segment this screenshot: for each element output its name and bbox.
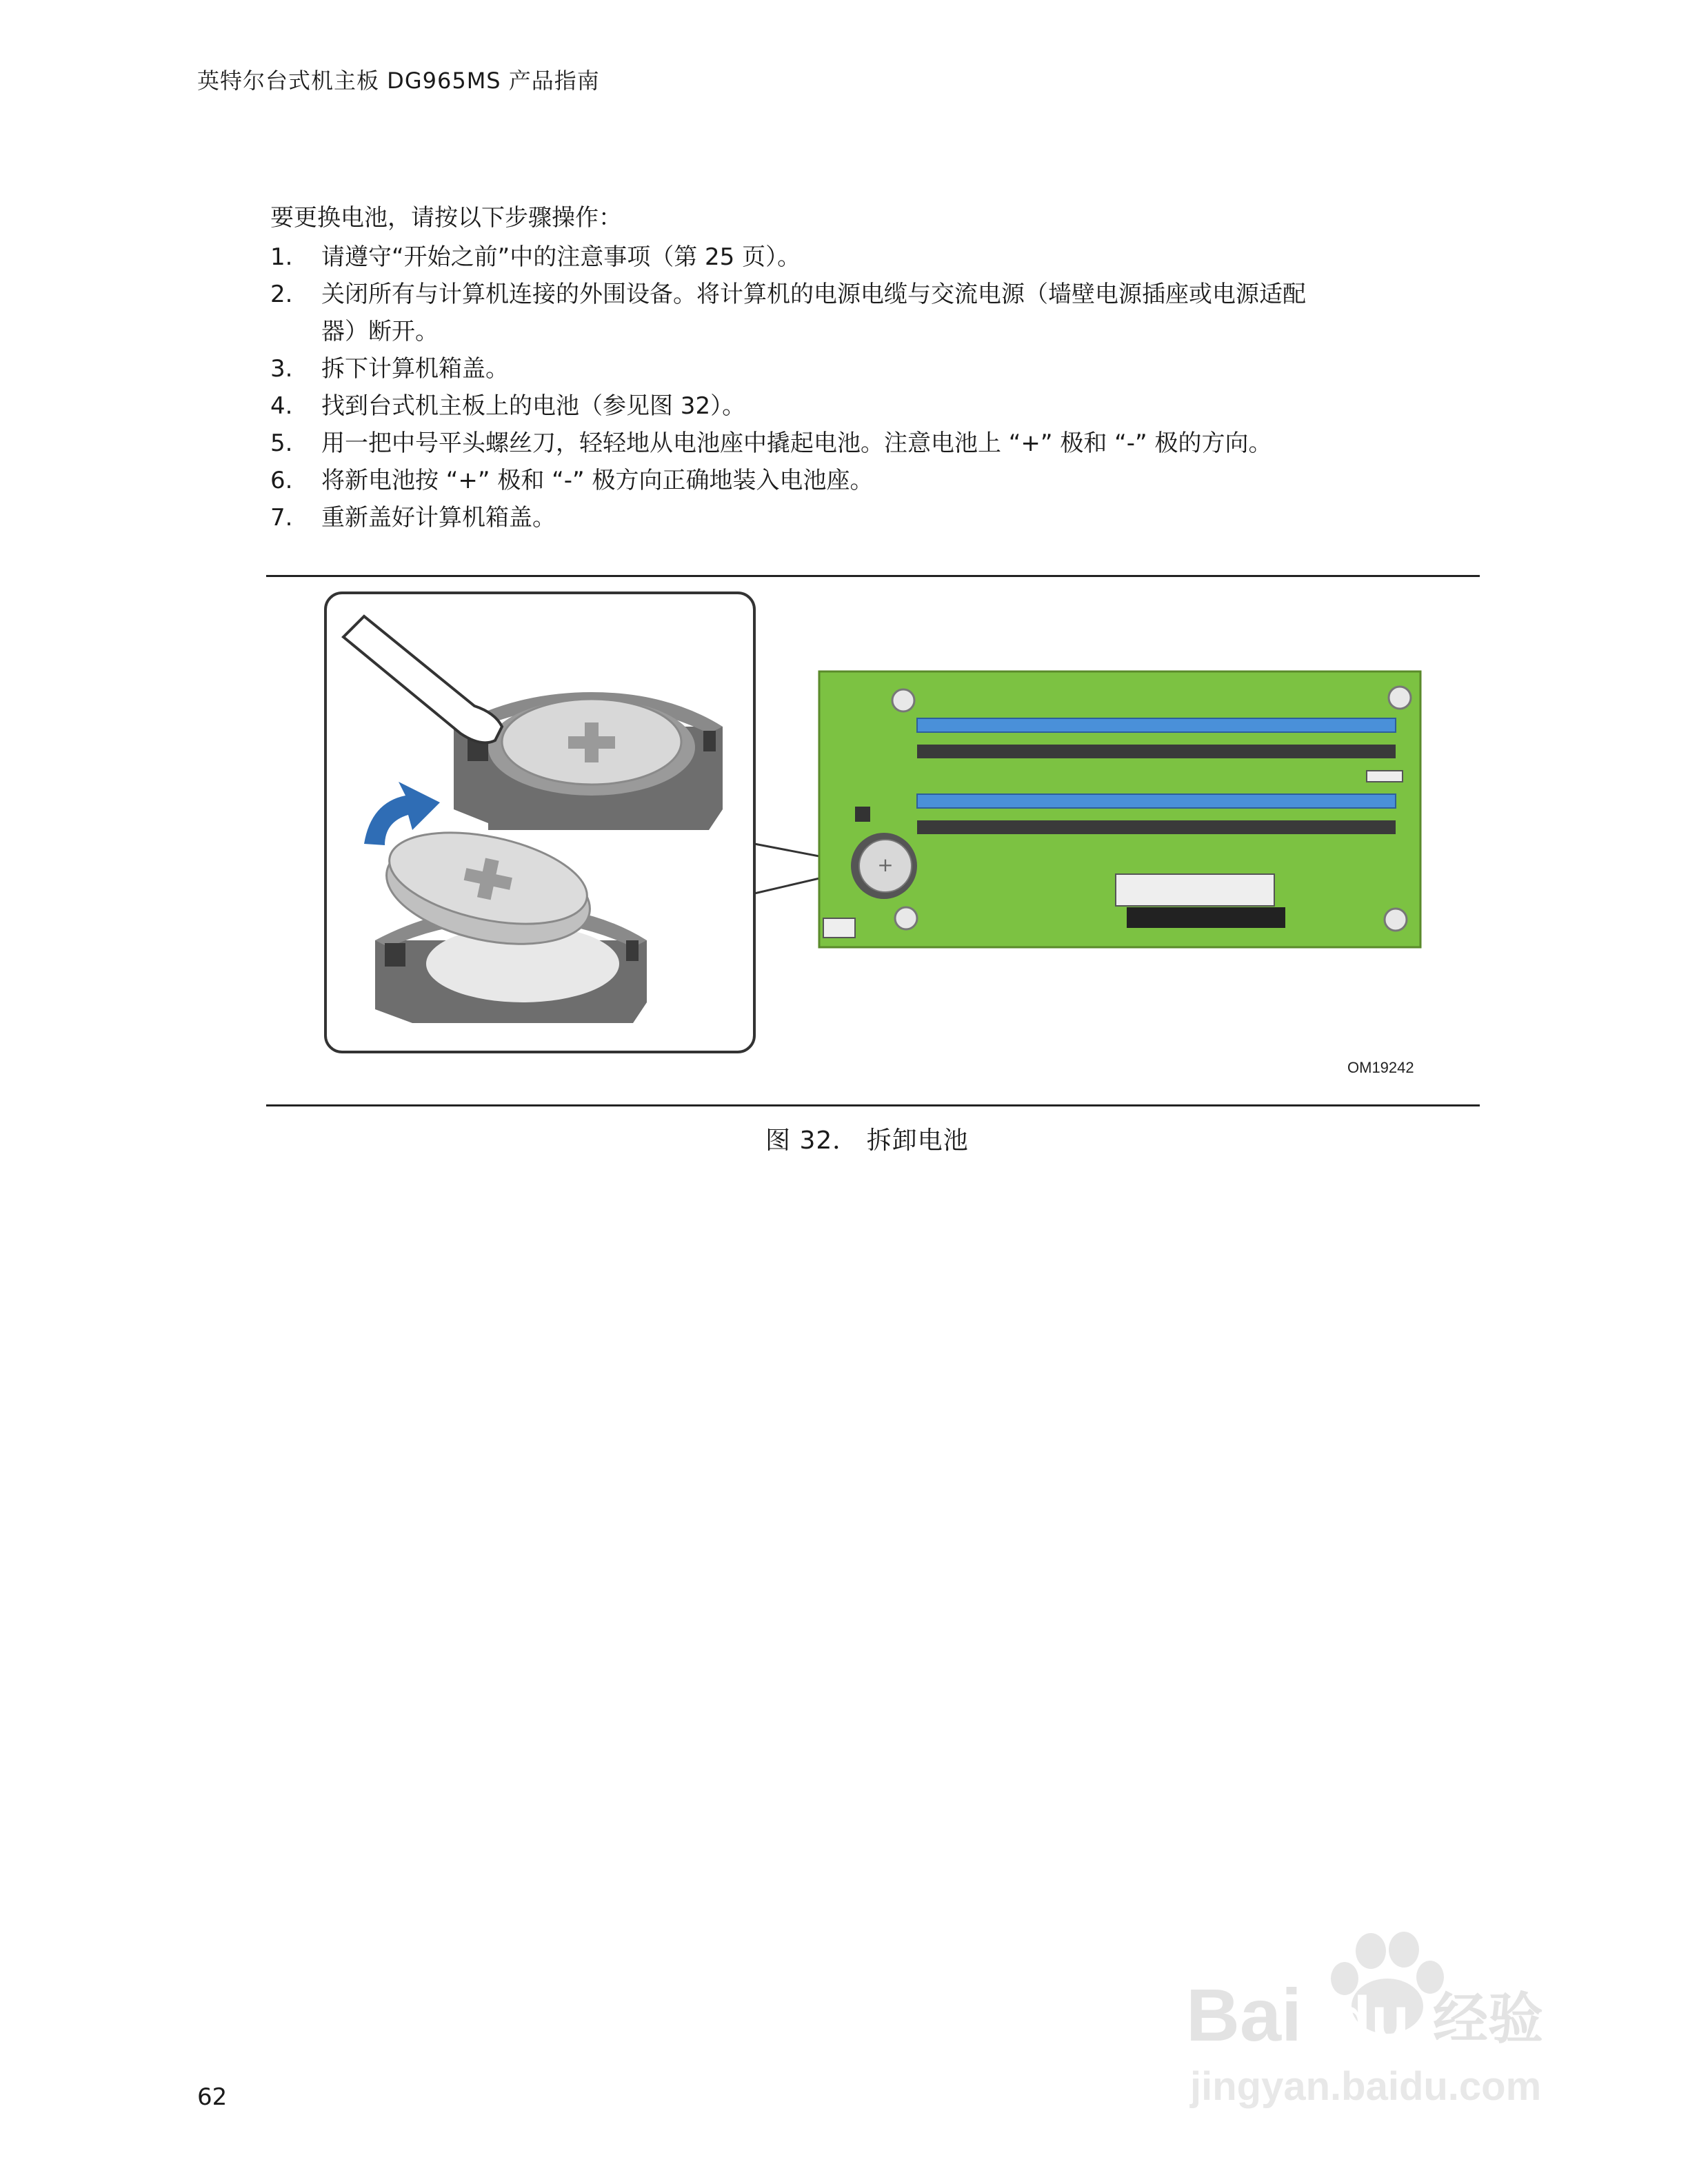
figure-top-rule [266,575,1480,577]
step-number: 2. [270,281,293,308]
step-text: 找到台式机主板上的电池（参见图 32）。 [321,392,746,420]
ide-connector [1127,907,1285,928]
baidu-watermark-logo [1172,1910,1572,2116]
step-item [270,462,1498,499]
step-number: 4. [270,392,293,420]
step-item [270,425,1498,462]
step-number: 6. [270,467,293,494]
step-number: 1. [270,243,293,271]
svg-text:+: + [877,853,894,876]
jumper-block [855,807,870,822]
page-number: 62 [197,2083,228,2111]
step-text: 拆下计算机箱盖。 [321,355,509,383]
step-item [270,350,1498,387]
step-item [270,239,1498,276]
figure-bottom-rule [266,1104,1480,1106]
mounting-hole [895,907,917,929]
memory-slot [917,794,1396,808]
motherboard [819,671,1420,947]
battery-removal-figure [323,589,1426,1099]
svg-text:du: du [1332,1984,1410,2054]
mounting-hole [1385,909,1407,931]
mounting-hole [1389,687,1411,709]
header-connector [1367,771,1403,782]
step-item [270,387,1498,425]
power-connector [1116,874,1274,906]
intro-text: 要更换电池，请按以下步骤操作： [270,204,622,232]
memory-slot [917,820,1396,834]
step-text: 重新盖好计算机箱盖。 [321,504,556,532]
step-text: 将新电池按 “+” 极和 “-” 极方向正确地装入电池座。 [321,467,874,494]
step-item [270,499,1498,536]
step-text: 关闭所有与计算机连接的外围设备。将计算机的电源电缆与交流电源（墙壁电源插座或电源适配器）断开。 [321,281,1306,345]
steps-list [270,239,1498,536]
figure-caption: 图 32． 拆卸电池 [765,1126,969,1155]
step-item [270,276,1321,350]
battery-illustration [323,589,1426,1099]
svg-text:Bai: Bai [1186,1973,1303,2056]
step-number: 3. [270,355,293,383]
step-text: 用一把中号平头螺丝刀，轻轻地从电池座中撬起电池。注意电池上 “+” 极和 “-” 极的方向。 [321,429,1272,457]
memory-slot [917,718,1396,732]
step-number: 7. [270,504,293,532]
step-number: 5. [270,429,293,457]
page-header-title: 英特尔台式机主板 DG965MS 产品指南 [197,68,600,94]
battery-holder-top [454,692,723,830]
figure-id: OM19242 [1347,1059,1414,1076]
step-text: 请遵守“开始之前”中的注意事项（第 25 页）。 [321,243,801,271]
mounting-hole [892,689,914,711]
svg-text:经验: 经验 [1433,1987,1543,2051]
fan-header [823,918,855,938]
memory-slot [917,745,1396,758]
svg-text:jingyan.baidu.com: jingyan.baidu.com [1190,2064,1542,2109]
